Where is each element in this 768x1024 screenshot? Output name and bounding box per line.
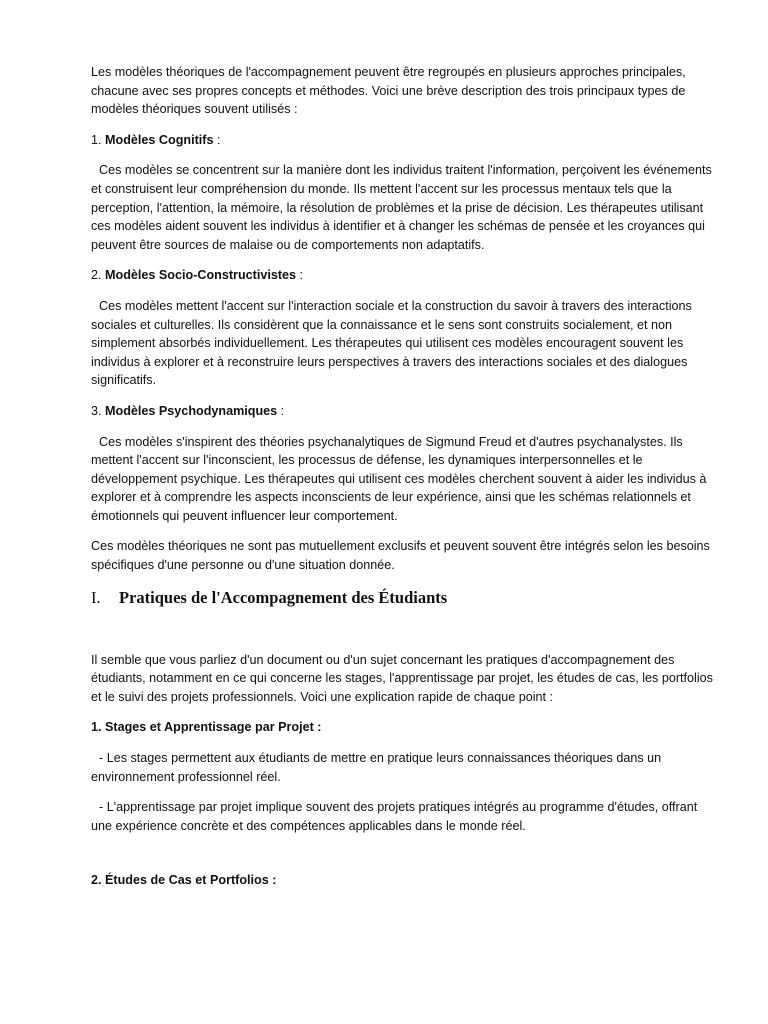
subsection-2-title: 2. Études de Cas et Portfolios :	[91, 873, 277, 888]
section-2-title	[91, 266, 721, 285]
section-1-suffix: :	[213, 132, 221, 147]
document-body	[91, 63, 721, 902]
section-1-title	[91, 131, 721, 150]
section-heading	[91, 587, 721, 609]
section-1-num: 1.	[91, 132, 102, 147]
section-3-suffix: :	[277, 403, 285, 418]
section-2-num: 2.	[91, 268, 102, 283]
section-3-title-text: Modèles Psychodynamiques	[105, 403, 278, 418]
subsection-1-bullet-1: - Les stages permettent aux étudiants de mettre en pratique leurs connaissances théoriques dans un environnement professionnel réel.	[91, 751, 662, 784]
section-2-body: Ces modèles mettent l'accent sur l'interaction sociale et la construction du savoir à travers des interactions sociales et culturelles. Ils considèrent que la connaissance et le sens sont construits socialement, et non simplement absorbés individuellement. Les thérapeutes qui utilisent ces modèles encouragent souvent les individus à explorer et à reconstruire leurs perspectives à travers des interactions sociales et des dialogues significatifs.	[91, 298, 692, 388]
section-2-title-text: Modèles Socio-Constructivistes	[105, 268, 297, 283]
section-3-body: Ces modèles s'inspirent des théories psychanalytiques de Sigmund Freud et d'autres psychanalystes. Ils mettent l'accent sur l'inconscient, les processus de défense, les dynamiques interpersonnelles et le développement psychique. Les thérapeutes qui utilisent ces modèles cherchent souvent à aider les individus à explorer et à comprendre les aspects inconscients de leur expérience, ainsi que les schémas relationnels et émotionnels qui peuvent influencer leur comportement.	[91, 434, 707, 523]
conclusion-paragraph: Ces modèles théoriques ne sont pas mutuellement exclusifs et peuvent souvent être intégrés selon les besoins spécifiques d'une personne ou d'une situation donnée.	[91, 539, 710, 573]
practices-intro-paragraph: Il semble que vous parliez d'un document ou d'un sujet concernant les pratiques d'accompagnement des étudiants, notamment en ce qui concerne les stages, l'apprentissage par projet, les études de cas, les portfolios et le suivi des projets professionnels. Voici une explication rapide de chaque point :	[91, 652, 713, 704]
intro-paragraph: Les modèles théoriques de l'accompagnement peuvent être regroupés en plusieurs approches principales, chacune avec ses propres concepts et méthodes. Voici une brève description des trois principaux types de modèles théoriques souvent utilisés :	[91, 65, 686, 117]
section-1-body: Ces modèles se concentrent sur la manière dont les individus traitent l'information, perçoivent les événements et construisent leur compréhension du monde. Ils mettent l'accent sur les processus mentaux tels que la perception, l'attention, la mémoire, la résolution de problèmes et la prise de décision. Les thérapeutes utilisant ces modèles aident souvent les individus à identifier et à changer les schémas de pensée et les croyances qui peuvent être sources de malaise ou de comportements non adaptatifs.	[91, 163, 712, 252]
blank-space	[91, 847, 721, 871]
section-3-num: 3.	[91, 403, 102, 418]
section-2-suffix: :	[296, 268, 304, 283]
subsection-1-title: 1. Stages et Apprentissage par Projet :	[91, 720, 322, 735]
section-heading-text: Pratiques de l'Accompagnement des Étudiants	[119, 587, 448, 607]
section-3-title	[91, 402, 721, 421]
subsection-1-bullet-2: - L'apprentissage par projet implique souvent des projets pratiques intégrés au programme d'études, offrant une expérience concrète et des compétences applicables dans le monde réel.	[91, 800, 698, 833]
section-heading-number: I.	[91, 587, 101, 607]
section-1-title-text: Modèles Cognitifs	[105, 132, 214, 147]
